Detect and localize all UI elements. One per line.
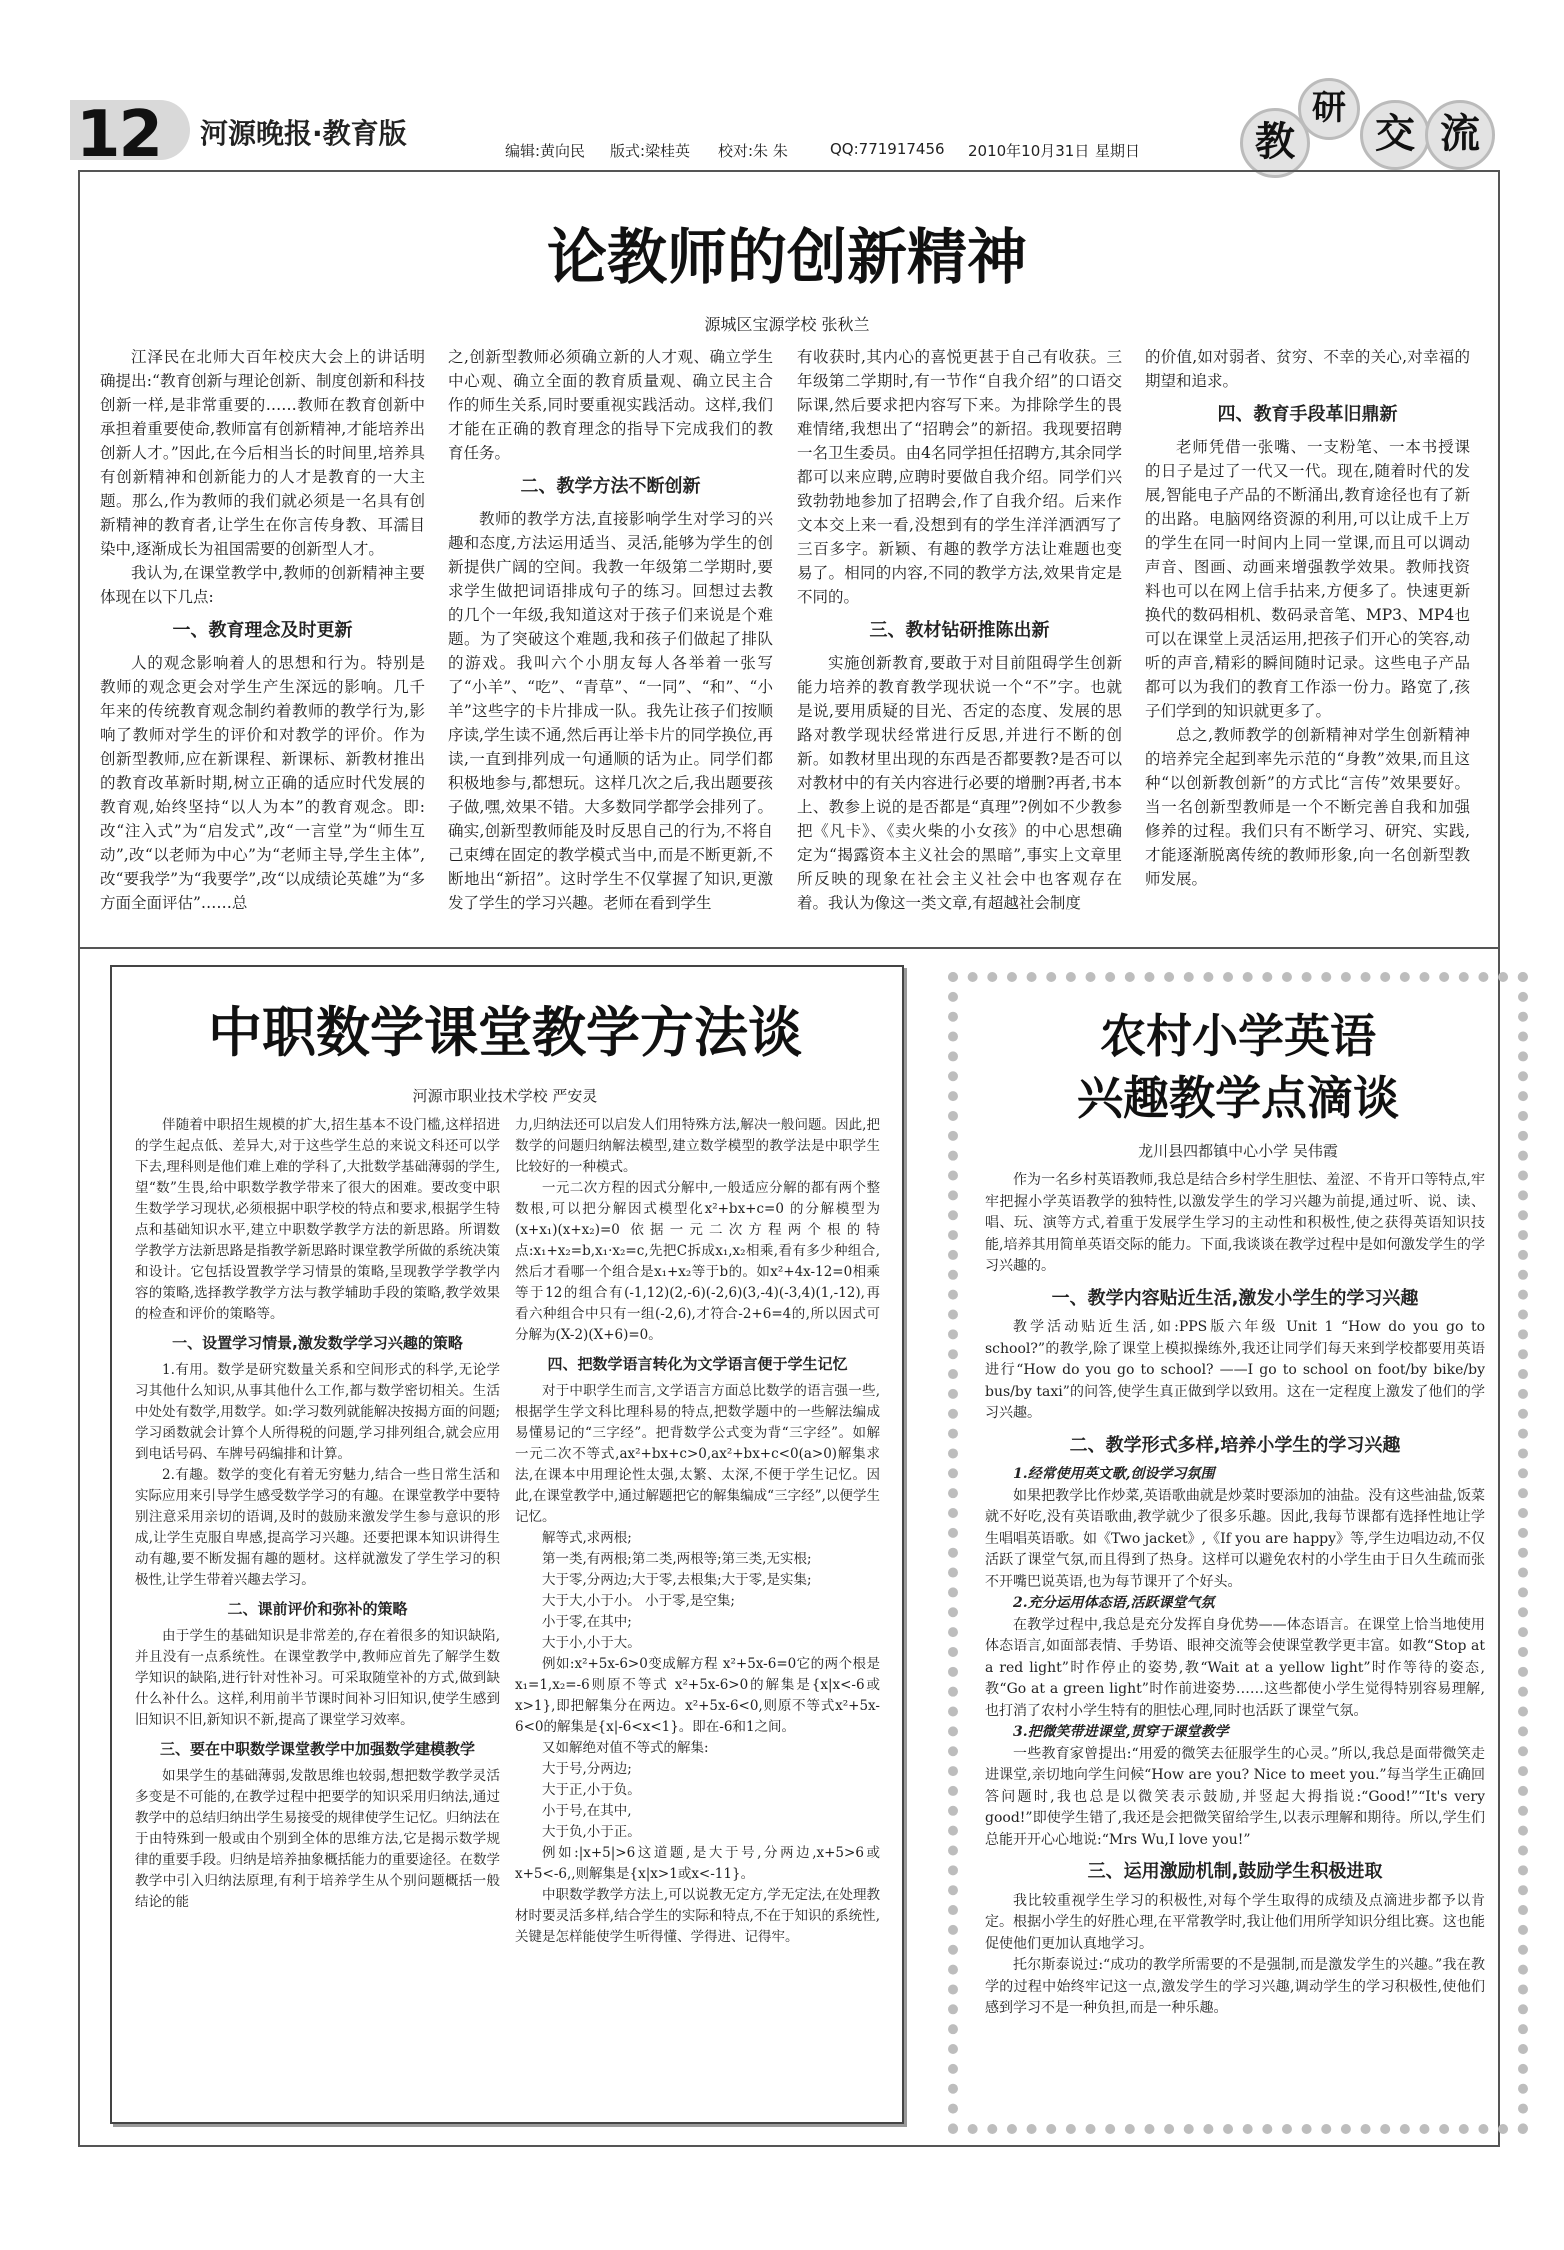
article2-byline: 河源市职业技术学校 严安灵 <box>412 1087 598 1105</box>
section-heading: 一、教育理念及时更新 <box>172 620 353 641</box>
mnemonic-line: 又如解绝对值不等式的解集: <box>542 1740 709 1756</box>
article3-title-line-2: 兴趣教学点滴谈 <box>1077 1071 1399 1125</box>
article2-column-2 <box>515 1115 880 1948</box>
paragraph: 作为一名乡村英语教师,我总是结合乡村学生胆怯、羞涩、不肯开口等特点,牢牢把握小学英语教学的独特性,以激发学生的学习兴趣为前提,通过听、说、读、唱、玩、演等方式,着重于发展学生学习的主动性和积极性,使之获得英语知识技能,培养其用简单英语交际的能力。下面,我谈谈在教学过程中是如何激发学生的学习兴趣的。 <box>985 1172 1485 1274</box>
mnemonic-line: 小于号,在其中, <box>542 1803 632 1819</box>
mnemonic-line: 大于负,小于正。 <box>542 1824 641 1840</box>
paragraph: 如果学生的基础薄弱,发散思维也较弱,想把数学教学灵活多变是不可能的,在教学过程中把要学的知识采用归纳法,通过教学中的总结归纳出学生易接受的规律使学生记忆。归纳法在于由特殊到一般或由个别到全体的思维方法,它是揭示数学规律的重要手段。归纳是培养抽象概括能力的重要途径。在数学教学中引入归纳法原理,有利于培养学生从个别问题概括一般结论的能 <box>135 1768 500 1910</box>
mnemonic-line: 大于小,小于大。 <box>542 1635 641 1651</box>
paragraph: 一些教育家曾提出:“用爱的微笑去征服学生的心灵。”所以,我总是面带微笑走进课堂,亲切地向学生问候“How are you? Nice to meet you.”每当学生正确回答问题时,我也总是以微笑表示鼓励,并竖起大拇指说:“Good!”“It's very good!”即使学生错了,我还是会把微笑留给学生,以表示理解和期待。所以,学生们总能开开心心地说:“Mrs Wu,I love you!” <box>985 1745 1485 1848</box>
mnemonic-line: 大于正,小于负。 <box>542 1782 641 1798</box>
mnemonic-line: 第一类,有两根;第二类,两根等;第三类,无实根; <box>542 1551 812 1567</box>
section-char-4: 流 <box>1425 100 1495 170</box>
paragraph: 人的观念影响着人的思想和行为。特别是教师的观念更会对学生产生深远的影响。几千年来的传统教育观念制约着教师的教学行为,影响了教师对学生的评价和对教学的评价。作为创新型教师,应在新课程、新课标、新教材推出的教育改革新时期,树立正确的适应时代发展的教育观,始终坚持“以人为本”的教育观念。即:改“注入式”为“启发式”,改“一言堂”为“师生互动”,改“以老师为中心”为“老师主导,学生主体”,改“要我学”为“我要学”,改“以成绩论英雄”为“多方面全面评估”……总 <box>100 654 425 912</box>
page-header <box>0 0 1564 190</box>
issue-date: 2010年10月31日 <box>968 142 1090 160</box>
qq-number: QQ:771917456 <box>830 140 945 158</box>
section-char-1: 教 <box>1240 108 1310 178</box>
paragraph: 1.有用。数学是研究数量关系和空间形式的科学,无论学习其他什么知识,从事其他什么工作,都与数学密切相关。生活中处处有数学,用数学。如:学习数列就能解决按揭方面的问题;学习函数就会计算个人所得税的问题,学习排列组合,就会应用到电话号码、车牌号码编排和计算。 <box>135 1362 500 1462</box>
paragraph: 中职数学教学方法上,可以说教无定方,学无定法,在处理教材时要灵活多样,结合学生的实际和特点,不在于知识的系统性,关键是怎样能使学生听得懂、学得进、记得牢。 <box>515 1887 880 1945</box>
article1-column-4 <box>1145 345 1470 891</box>
paragraph: 例如:x²+5x-6>0变成解方程 x²+5x-6=0它的两个根是x₁=1,x₂=-6则原不等式 x²+5x-6>0的解集是{x|x<-6或x>1},即把解集分在两边。x²+5x-6<0,则原不等式x²+5x-6<0的解集是{x|-6<x<1}。即在-6和1之间。 <box>515 1656 880 1735</box>
article3-byline: 龙川县四都镇中心小学 吴伟霞 <box>1138 1142 1338 1160</box>
article2-column-1 <box>135 1115 500 1913</box>
section-char-2: 研 <box>1298 78 1360 140</box>
section-heading: 二、教学方法不断创新 <box>520 476 701 497</box>
paragraph: 的价值,如对弱者、贫穷、不幸的关心,对幸福的期望和追求。 <box>1145 348 1470 390</box>
editor: 编辑:黄向民 <box>505 142 586 160</box>
section-char-3: 交 <box>1360 100 1430 170</box>
section-heading: 一、教学内容贴近生活,激发小学生的学习兴趣 <box>1051 1287 1419 1309</box>
paragraph: 如果把教学比作炒菜,英语歌曲就是炒菜时要添加的油盐。没有这些油盐,饭菜就不好吃,没有英语歌曲,教学就少了很多乐趣。因此,我每节课都有选择性地让学生唱唱英语歌。如《Two jacket》,《If you are happy》等,学生边唱边动,不仅活跃了课堂气氛,而且得到了热身。这样可以避免农村的小学生由于日久生疏而张不开嘴巴说英语,也为每节课开了个好头。 <box>985 1487 1485 1590</box>
article2-title: 中职数学课堂教学方法谈 <box>208 1001 802 1064</box>
paragraph: 对于中职学生而言,文学语言方面总比数学的语言强一些,根据学生学文科比理科易的特点,把数学题中的一些解法编成易懂易记的“三字经”。把背数学公式变为背“三字经”。如解一元二次不等式,ax²+bx+c>0,ax²+bx+c<0(a>0)解集求法,在课本中用理论性太强,太繁、太深,不便于学生记忆。因此,在课堂教学中,通过解题把它的解集编成“三字经”,以便学生记忆。 <box>515 1383 880 1525</box>
section-heading: 二、课前评价和弥补的策略 <box>227 1600 408 1618</box>
mnemonic-line: 大于大,小于小。 小于零,是空集; <box>542 1593 735 1609</box>
mnemonic-line: 大于零,分两边;大于零,去根集;大于零,是实集; <box>542 1572 812 1588</box>
article1-byline: 源城区宝源学校 张秋兰 <box>704 315 870 334</box>
sub-heading: 2.充分运用体态语,活跃课堂气氛 <box>1013 1595 1215 1611</box>
paragraph: 教师的教学方法,直接影响学生对学习的兴趣和态度,方法运用适当、灵活,能够为学生的创新提供广阔的空间。我教一年级第二学期时,要求学生做把词语排成句子的练习。回想过去教的几个一年级,我知道这对于孩子们来说是个难题。为了突破这个难题,我和孩子们做起了排队的游戏。我叫六个小朋友每人各举着一张写了“小羊”、“吃”、“青草”、“一同”、“和”、“小羊”这些字的卡片排成一队。我先让孩子们按顺序读,学生读不通,然后再让举卡片的同学换位,再读,一直到排列成一句通顺的话为止。同学们都积极地参与,都想玩。这样几次之后,我出题要孩子做,嘿,效果不错。大多数同学都学会排列了。确实,创新型教师能及时反思自己的行为,不将自己束缚在固定的教学模式当中,而是不断更新,不断地出“新招”。这时学生不仅掌握了知识,更激发了学生的学习兴趣。老师在看到学生 <box>448 510 773 912</box>
section-heading: 三、教材钻研推陈出新 <box>869 620 1050 641</box>
paragraph: 老师凭借一张嘴、一支粉笔、一本书授课的日子是过了一代又一代。现在,随着时代的发展,智能电子产品的不断涌出,教育途径也有了新的出路。电脑网络资源的利用,可以让成千上万的学生在同一时间内上同一堂课,而且可以调动声音、图画、动画来增强教学效果。教师找资料也可以在网上信手拈来,方便多了。快速更新换代的数码相机、数码录音笔、MP3、MP4也可以在课堂上灵活运用,把孩子们开心的笑容,动听的声音,精彩的瞬间随时记录。这些电子产品都可以为我们的教育工作添一份力。路宽了,孩子们学到的知识就更多了。 <box>1145 438 1470 720</box>
article1-column-3 <box>797 345 1122 915</box>
proofreader: 校对:朱 朱 <box>718 142 788 160</box>
section-heading: 三、要在中职数学课堂教学中加强数学建模教学 <box>159 1740 475 1758</box>
paragraph: 我比较重视学生学习的积极性,对每个学生取得的成绩及点滴进步都予以肯定。根据小学生的好胜心理,在平常教学时,我让他们用所学知识分组比赛。这也能促使他们更加认真地学习。 <box>985 1892 1485 1952</box>
paragraph: 有收获时,其内心的喜悦更甚于自己有收获。三年级第二学期时,有一节作“自我介绍”的口语交际课,然后要求把内容写下来。为排除学生的畏难情绪,我想出了“招聘会”的新招。我现要招聘一名卫生委员。由4名同学担任招聘方,其余同学都可以来应聘,应聘时要做自我介绍。同学们兴致勃勃地参加了招聘会,作了自我介绍。后来作文本交上来一看,没想到有的学生洋洋洒洒写了三百多字。新颖、有趣的教学方法让难题也变易了。相同的内容,不同的教学方法,效果肯定是不同的。 <box>797 348 1122 606</box>
sub-heading: 3.把微笑带进课堂,贯穿于课堂教学 <box>1013 1724 1229 1740</box>
article3-title-line-1: 农村小学英语 <box>1100 1009 1376 1063</box>
paragraph: 例如:|x+5|>6这道题,是大于号,分两边,x+5>6或x+5<-6,,则解集是{x|x>1或x<-11}。 <box>515 1845 880 1882</box>
paragraph: 实施创新教育,要敢于对目前阻碍学生创新能力培养的教育教学现状说一个“不”字。也就是说,要用质疑的目光、否定的态度、发展的思路对教学现状经常进行反思,并进行不断的创新。如教材里出现的东西是否都要教?是否可以对教材中的有关内容进行必要的增删?再者,书本上、教参上说的是否都是“真理”?例如不少教参把《凡卡》、《卖火柴的小女孩》的中心思想确定为“揭露资本主义社会的黑暗”,事实上文章里所反映的现象在社会主义社会中也客观存在着。我认为像这一类文章,有超越社会制度 <box>797 654 1122 912</box>
section-heading: 一、设置学习情景,激发数学学习兴趣的策略 <box>172 1334 463 1352</box>
sub-heading: 1.经常使用英文歌,创设学习氛围 <box>1013 1466 1215 1482</box>
article3-body <box>985 1170 1485 2020</box>
masthead: 河源晚报·教育版 <box>200 117 407 150</box>
section-heading: 二、教学形式多样,培养小学生的学习兴趣 <box>1069 1434 1401 1456</box>
mnemonic-line: 小于零,在其中; <box>542 1614 632 1630</box>
layout-editor: 版式:梁桂英 <box>610 142 691 160</box>
article1-title: 论教师的创新精神 <box>547 223 1027 293</box>
paragraph: 伴随着中职招生规模的扩大,招生基本不设门槛,这样招进的学生起点低、差异大,对于这些学生总的来说文科还可以学下去,理科则是他们难上难的学科了,大批数学基础薄弱的学生,望“数”生畏,给中职数学教学带来了很大的困难。要改变中职生数学学习现状,必须根据中职学校的特点和要求,根据学生特点和基础知识水平,建立中职数学教学方法的新思路。所谓数学教学方法新思路是指教学新思路时课堂教学所做的系统决策和设计。它包括设置教学学习情景的策略,呈现教学学教学内容的策略,选择教学教学方法与教学辅助手段的策略,教学效果的检查和评价的策略等。 <box>135 1117 500 1322</box>
article1-column-1 <box>100 345 425 915</box>
paragraph: 2.有趣。数学的变化有着无穷魅力,结合一些日常生活和实际应用来引导学生感受数学学习的有趣。在课堂教学中要特别注意采用亲切的语调,及时的鼓励来激发学生参与意识的形成,让学生克服自卑感,提高学习兴趣。还要把课本知识讲得生动有趣,要不断发掘有趣的题材。这样就激发了学生学习的积极性,让学生带着兴趣去学习。 <box>135 1467 500 1588</box>
paragraph: 总之,教师教学的创新精神对学生创新精神的培养完全起到率先示范的“身教”效果,而且这种“以创新教创新”的方式比“言传”效果要好。当一名创新型教师是一个不断完善自我和加强修养的过程。我们只有不断学习、研究、实践,才能逐渐脱离传统的教师形象,向一名创新型教师发展。 <box>1145 726 1470 888</box>
mnemonic-line: 大于号,分两边; <box>542 1761 632 1777</box>
article1-column-2 <box>448 345 773 915</box>
section-heading: 四、把数学语言转化为文学语言便于学生记忆 <box>547 1355 848 1373</box>
paragraph: 江泽民在北师大百年校庆大会上的讲话明确提出:“教育创新与理论创新、制度创新和科技创新一样,是非常重要的……教师在教育创新中承担着重要使命,教师富有创新精神,才能培养出创新人才。”因此,在今后相当长的时间里,培养具有创新精神和创新能力的人才是教育的一大主题。那么,作为教师的我们就必须是一名具有创新精神的教育者,让学生在你言传身教、耳濡目染中,逐渐成长为祖国需要的创新型人才。 <box>100 348 425 558</box>
paragraph: 之,创新型教师必须确立新的人才观、确立学生中心观、确立全面的教育质量观、确立民主合作的师生关系,同时要重视实践活动。这样,我们才能在正确的教育理念的指导下完成我们的教育任务。 <box>448 348 773 462</box>
weekday: 星期日 <box>1095 142 1141 160</box>
section-heading: 四、教育手段革旧鼎新 <box>1217 404 1398 425</box>
paragraph: 教学活动贴近生活,如:PPS版六年级 Unit 1 “How do you go to school?”的教学,除了课堂上模拟操练外,我还让同学们每天来到学校都要用英语进行“How do you go to school? ——I go to school on foot/by bike/by bus/by taxi”的问答,使学生真正做到学以致用。这在一定程度上激发了他们的学习兴趣。 <box>985 1319 1485 1421</box>
paragraph: 托尔斯泰说过:“成功的教学所需要的不是强制,而是激发学生的兴趣。”我在教学的过程中始终牢记这一点,激发学生的学习兴趣,调动学生的学习积极性,使他们感到学习不是一种负担,而是一种乐趣。 <box>985 1957 1485 2016</box>
paragraph: 由于学生的基础知识是非常差的,存在着很多的知识缺陷,并且没有一点系统性。在课堂教学中,教师应首先了解学生数学知识的缺陷,进行针对性补习。可采取随堂补的方式,做到缺什么补什么。这样,利用前半节课时间补习旧知识,使学生感到旧知识不旧,新知识不新,提高了课堂学习效率。 <box>135 1628 500 1728</box>
mnemonic-line: 解等式,求两根; <box>542 1530 632 1546</box>
paragraph: 我认为,在课堂教学中,教师的创新精神主要体现在以下几点: <box>100 564 425 606</box>
paragraph: 一元二次方程的因式分解中,一般适应分解的都有两个整数根,可以把分解因式模型化x²+bx+c=0 的分解模型为(x+x₁)(x+x₂)=0 依据一元二次方程两个根的特点:x₁+x₂=b,x₁·x₂=c,先把C拆成x₁,x₂相乘,看有多少种组合,然后才看哪一个组合是x₁+x₂等于b的。如x²+4x-12=0相乘等于12的组合有(-1,12)(2,-6)(-2,6)(3,-4)(-3,4)(1,-12),再看六种组合中只有一组(-2,6),才符合-2+6=4的,所以因式可分解为(X-2)(X+6)=0。 <box>515 1180 880 1343</box>
paragraph: 在教学过程中,我总是充分发挥自身优势——体态语言。在课堂上恰当地使用体态语言,如面部表情、手势语、眼神交流等会使课堂教学更丰富。如教“Stop at a red light”时作停止的姿势,教“Wait at a yellow light”时作等待的姿态,教“Go at a green light”时作前进姿势……这些都使小学生觉得特别容易理解,也打消了农村小学生特有的胆怯心理,同时也活跃了课堂气氛。 <box>985 1616 1485 1719</box>
section-heading: 三、运用激励机制,鼓励学生积极进取 <box>1087 1861 1383 1882</box>
paragraph: 力,归纳法还可以启发人们用特殊方法,解决一般问题。因此,把数学的问题归纳解法模型,建立数学模型的教学法是中职学生比较好的一种模式。 <box>515 1117 880 1175</box>
page-number: 12 <box>76 98 162 172</box>
